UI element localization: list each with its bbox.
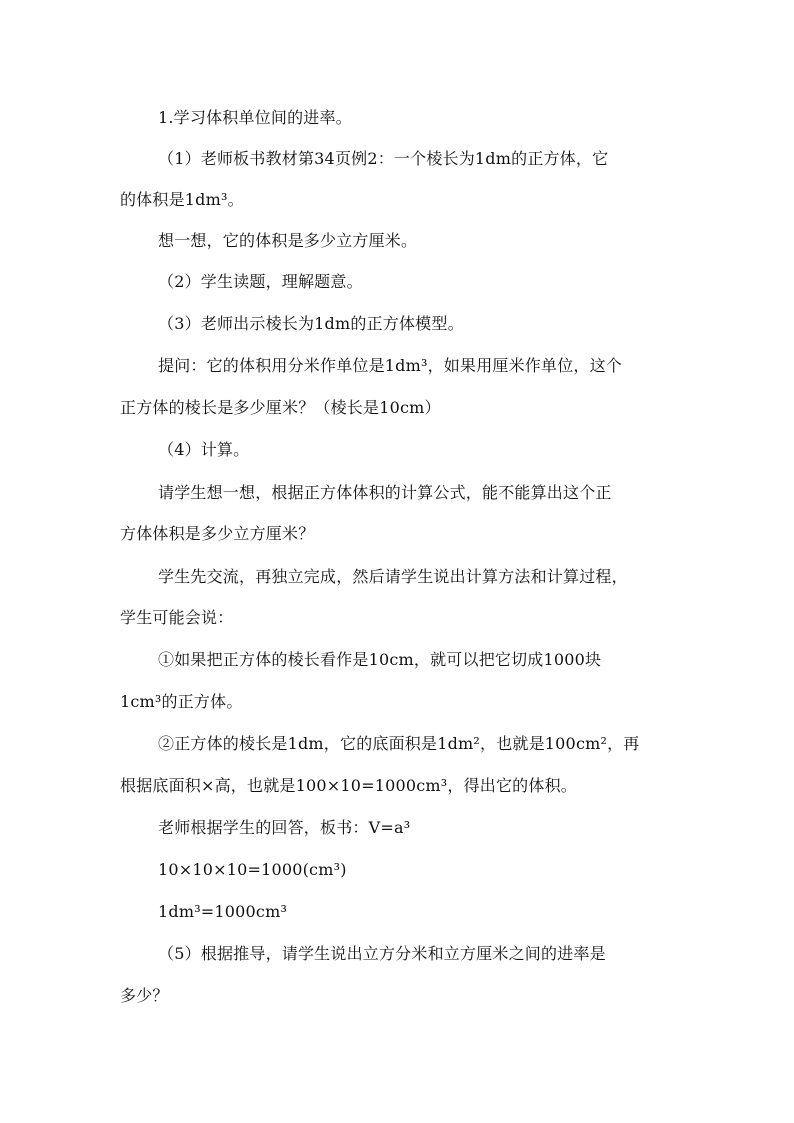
paragraph-line: （2）学生读题，理解题意。	[158, 272, 363, 291]
paragraph-line: 想一想，它的体积是多少立方厘米。	[158, 231, 418, 250]
paragraph-line: 学生先交流，再独立完成，然后请学生说出计算方法和计算过程，	[158, 567, 628, 586]
paragraph-line: 提问：它的体积用分米作单位是1dm³，如果用厘米作单位，这个	[158, 356, 623, 375]
paragraph-line: 多少？	[120, 986, 169, 1005]
paragraph-line: （4）计算。	[158, 440, 250, 459]
paragraph-line: 学生可能会说：	[120, 608, 234, 627]
paragraph-line: 请学生想一想，根据正方体体积的计算公式，能不能算出这个正	[158, 483, 612, 502]
paragraph-line: 方体体积是多少立方厘米？	[120, 524, 315, 543]
paragraph-line: 老师根据学生的回答，板书：V=a³	[158, 818, 411, 837]
paragraph-line: ①如果把正方体的棱长看作是10cm，就可以把它切成1000块	[158, 650, 602, 669]
paragraph-line: 根据底面积×高，也就是100×10=1000cm³，得出它的体积。	[120, 776, 577, 795]
paragraph-line: 的体积是1dm³。	[120, 190, 244, 209]
paragraph-line: 1.学习体积单位间的进率。	[158, 108, 352, 127]
paragraph-line: （1）老师板书教材第34页例2：一个棱长为1dm的正方体，它	[158, 149, 609, 168]
paragraph-line: 1cm³的正方体。	[120, 692, 243, 711]
formula-line: 10×10×10=1000(cm³)	[158, 860, 347, 879]
paragraph-line: （3）老师出示棱长为1dm的正方体模型。	[158, 314, 464, 333]
paragraph-line: （5）根据推导，请学生说出立方分米和立方厘米之间的进率是	[158, 944, 606, 963]
formula-line: 1dm³=1000cm³	[158, 902, 288, 921]
paragraph-line: 正方体的棱长是多少厘米？（棱长是10cm）	[120, 398, 441, 417]
paragraph-line: ②正方体的棱长是1dm，它的底面积是1dm²，也就是100cm²，再	[158, 734, 640, 753]
